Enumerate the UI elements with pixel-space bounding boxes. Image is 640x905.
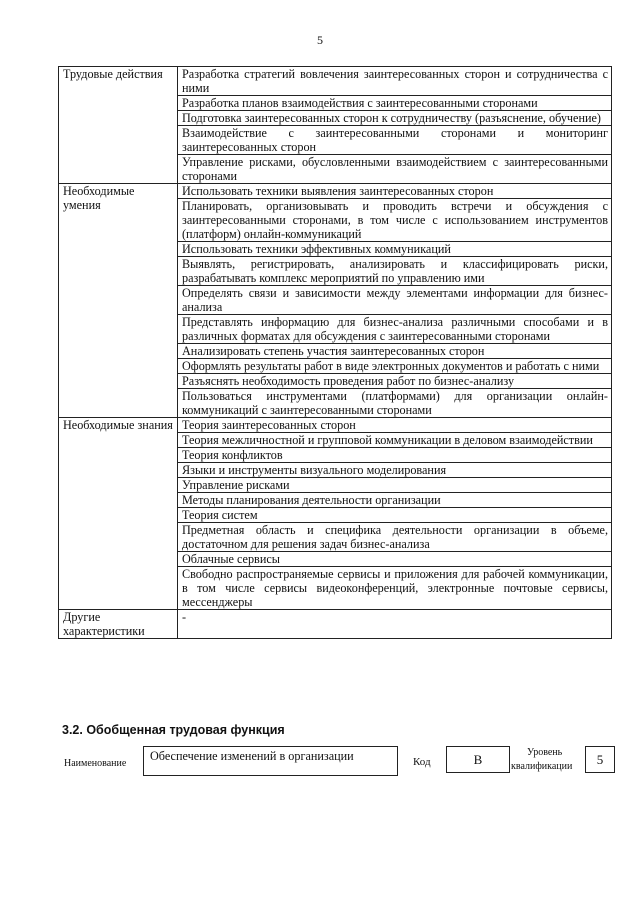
- item-text: Управление рисками, обусловленными взаимодействием с заинтересованными сторонами: [178, 155, 612, 184]
- category-label: Необходимые умения: [59, 184, 178, 418]
- level-value: 5: [596, 752, 604, 767]
- item-text: Разработка планов взаимодействия с заинтересованными сторонами: [178, 96, 612, 111]
- item-text: Выявлять, регистрировать, анализировать и классифицировать риски, разрабатывать комплекс мероприятий по управлению ими: [178, 257, 612, 286]
- name-label: Наименование: [64, 758, 127, 769]
- item-text: Подготовка заинтересованных сторон к сотрудничеству (разъяснение, обучение): [178, 111, 612, 126]
- item-text: Управление рисками: [178, 478, 612, 493]
- level-label-1: Уровень: [527, 747, 563, 758]
- item-text: Взаимодействие с заинтересованными сторонами и мониторинг заинтересованных сторон: [178, 126, 612, 155]
- item-text: Облачные сервисы: [178, 552, 612, 567]
- item-text: Пользоваться инструментами (платформами) для организации онлайн-коммуникаций с заинтересованными сторонами: [178, 389, 612, 418]
- item-text: Теория межличностной и групповой коммуникации в деловом взаимодействии: [178, 433, 612, 448]
- item-text: Оформлять результаты работ в виде электронных документов и работать с ними: [178, 359, 612, 374]
- item-text: Предметная область и специфика деятельности организации в объеме, достаточном для решения задач бизнес-анализа: [178, 523, 612, 552]
- item-text: Определять связи и зависимости между элементами информации для бизнес-анализа: [178, 286, 612, 315]
- item-text: Использовать техники выявления заинтересованных сторон: [178, 184, 612, 199]
- level-label-2: квалификации: [511, 761, 573, 772]
- labor-function-table: [58, 66, 612, 639]
- name-value: Обеспечение изменений в организации: [150, 749, 354, 763]
- code-value: B: [473, 752, 483, 767]
- item-text: Разъяснять необходимость проведения работ по бизнес-анализу: [178, 374, 612, 389]
- item-text: Разработка стратегий вовлечения заинтересованных сторон и сотрудничества с ними: [178, 67, 612, 96]
- level-value-box: [585, 746, 615, 773]
- code-value-box: [446, 746, 510, 773]
- table-row: [59, 610, 612, 639]
- name-value-box: [143, 746, 398, 776]
- page-number: 5: [317, 33, 323, 47]
- category-label: Трудовые действия: [59, 67, 178, 184]
- table-row: [59, 184, 612, 199]
- item-text: Теория заинтересованных сторон: [178, 418, 612, 433]
- section-title: 3.2. Обобщенная трудовая функция: [62, 723, 285, 737]
- item-text: Теория конфликтов: [178, 448, 612, 463]
- category-label: Другие характеристики: [59, 610, 178, 639]
- table-row: [59, 418, 612, 433]
- table-body: [59, 67, 612, 639]
- category-label: Необходимые знания: [59, 418, 178, 610]
- item-text: Теория систем: [178, 508, 612, 523]
- item-text: Представлять информацию для бизнес-анализа различными способами и в различных форматах для обсуждения с заинтересованными сторонами: [178, 315, 612, 344]
- item-text: Свободно распространяемые сервисы и приложения для рабочей коммуникации, в том числе сервисы видеоконференций, электронные почтовые сервисы, мессенджеры: [178, 567, 612, 610]
- item-text: Методы планирования деятельности организации: [178, 493, 612, 508]
- item-text: Анализировать степень участия заинтересованных сторон: [178, 344, 612, 359]
- item-text: Языки и инструменты визуального моделирования: [178, 463, 612, 478]
- item-text: Использовать техники эффективных коммуникаций: [178, 242, 612, 257]
- item-text: Планировать, организовывать и проводить встречи и обсуждения с заинтересованными сторонами, в том числе с использованием инструментов (платформ) онлайн-коммуникаций: [178, 199, 612, 242]
- item-text: -: [178, 610, 612, 639]
- code-label: Код: [413, 756, 431, 768]
- table-row: [59, 67, 612, 96]
